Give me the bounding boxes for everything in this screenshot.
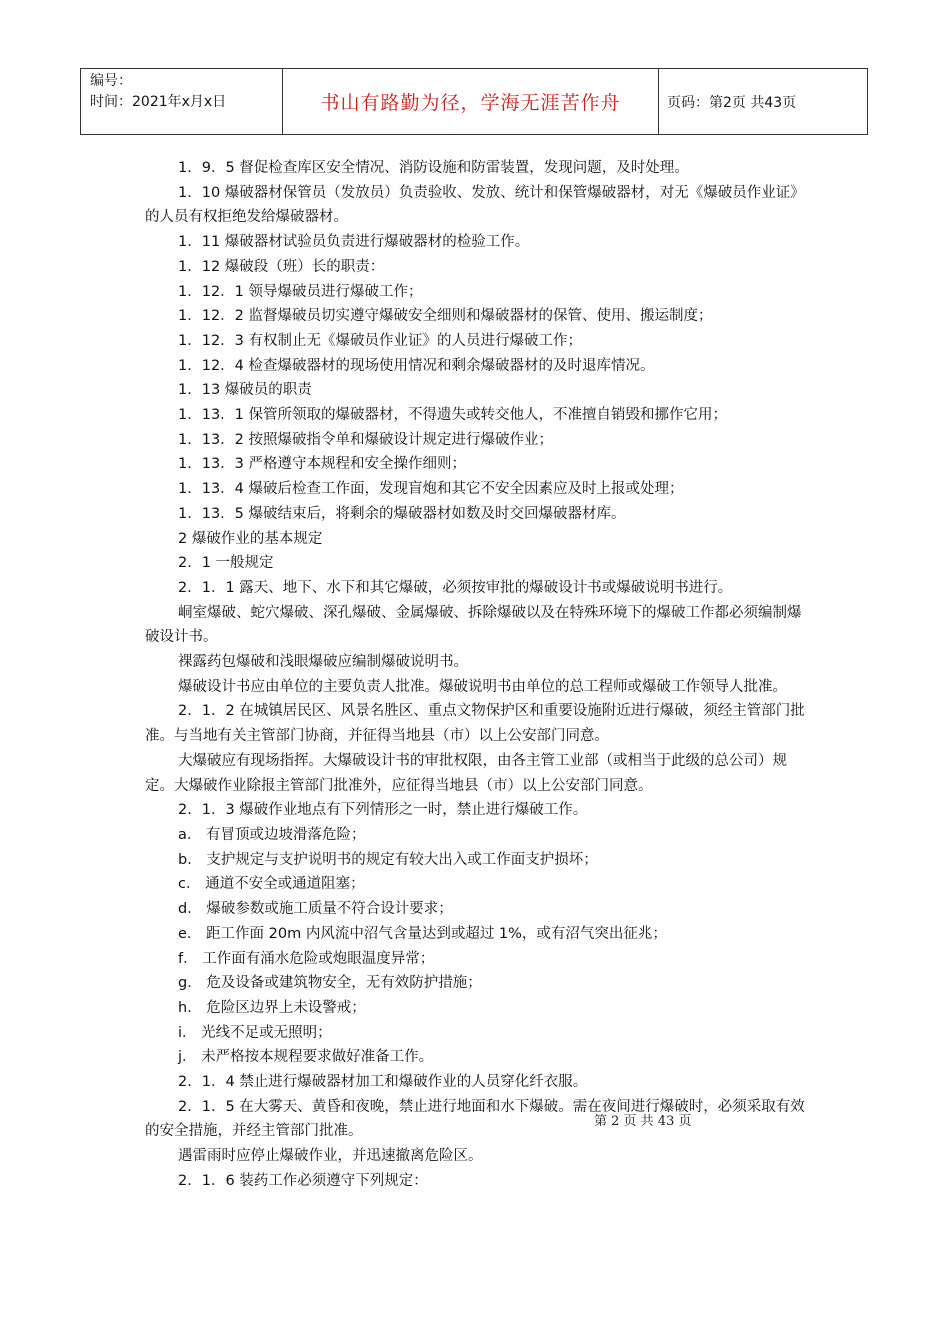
- paragraph: 2．1．6 装药工作必须遵守下列规定：: [178, 1172, 428, 1189]
- header-motto: 书山有路勤为径，学海无涯苦作舟: [283, 69, 659, 134]
- document-body: [145, 156, 810, 1194]
- paragraph: 1．13．1 保管所领取的爆破器材，不得遗失或转交他人，不准擅自销毁和挪作它用；: [178, 407, 728, 424]
- paragraph: 1．13．5 爆破结束后，将剩余的爆破器材如数及时交回爆破器材库。: [178, 505, 626, 522]
- paragraph: h． 危险区边界上未设警戒；: [178, 999, 366, 1016]
- header-meta: [81, 69, 283, 134]
- paragraph: 1．12．2 监督爆破员切实遵守爆破安全细则和爆破器材的保管、使用、搬运制度；: [178, 308, 713, 325]
- paragraph: g． 危及设备或建筑物安全，无有效防护措施；: [178, 975, 482, 992]
- paragraph: 2．1．2 在城镇居民区、风景名胜区、重点文物保护区和重要设施附近进行爆破，须经主管部门批准。与当地有关主管部门协商，并征得当地县（市）以上公安部门同意。: [145, 703, 805, 745]
- paragraph: 2．1．5 在大雾天、黄昏和夜晚，禁止进行地面和水下爆破。需在夜间进行爆破时，必须采取有效的安全措施，并经主管部门批准。: [145, 1098, 805, 1140]
- paragraph: 2．1．4 禁止进行爆破器材加工和爆破作业的人员穿化纤衣服。: [178, 1074, 588, 1091]
- paragraph: b． 支护规定与支护说明书的规定有较大出入或工作面支护损坏；: [178, 851, 598, 868]
- paragraph: 爆破设计书应由单位的主要负责人批准。爆破说明书由单位的总工程师或爆破工作领导人批准。: [178, 678, 787, 695]
- paragraph: d． 爆破参数或施工质量不符合设计要求；: [178, 901, 453, 918]
- document-header: [80, 68, 868, 135]
- paragraph: 1．13．3 严格遵守本规程和安全操作细则；: [178, 456, 467, 473]
- paragraph: c． 通道不安全或通道阻塞；: [178, 876, 365, 893]
- paragraph: a． 有冒顶或边坡滑落危险；: [178, 826, 366, 843]
- paragraph: i． 光线不足或无照明；: [178, 1024, 332, 1041]
- paragraph: 1．9．5 督促检查库区安全情况、消防设施和防雷装置，发现问题，及时处理。: [178, 160, 689, 176]
- paragraph: 2．1．3 爆破作业地点有下列情形之一时，禁止进行爆破工作。: [178, 802, 588, 819]
- paragraph: 1．13 爆破员的职责: [178, 382, 312, 399]
- paragraph: 1．13．4 爆破后检查工作面，发现盲炮和其它不安全因素应及时上报或处理；: [178, 481, 684, 498]
- paragraph: 遇雷雨时应停止爆破作业，并迅速撤离危险区。: [178, 1148, 483, 1165]
- number-label: 编号：: [90, 73, 132, 89]
- paragraph: 1．12．3 有权制止无《爆破员作业证》的人员进行爆破工作；: [178, 332, 583, 349]
- footer-page-number: 第 2 页 共 43 页: [594, 1114, 692, 1129]
- paragraph: 1．10 爆破器材保管员（发放员）负责验收、发放、统计和保管爆破器材，对无《爆破员作业证》的人员有权拒绝发给爆破器材。: [145, 184, 805, 226]
- paragraph: 裸露药包爆破和浅眼爆破应编制爆破说明书。: [178, 654, 468, 671]
- paragraph: f． 工作面有涌水危险或炮眼温度异常；: [178, 950, 435, 967]
- paragraph: 1．11 爆破器材试验员负责进行爆破器材的检验工作。: [178, 234, 530, 251]
- paragraph: 大爆破应有现场指挥。大爆破设计书的审批权限，由各主管工业部（或相当于此级的总公司）规定。大爆破作业除报主管部门批准外，应征得当地县（市）以上公安部门同意。: [145, 752, 787, 794]
- paragraph: 峒室爆破、蛇穴爆破、深孔爆破、金属爆破、拆除爆破以及在特殊环境下的爆破工作都必须编制爆破设计书。: [145, 604, 802, 646]
- paragraph: j． 未严格按本规程要求做好准备工作。: [178, 1049, 434, 1066]
- paragraph: 1．12．4 检查爆破器材的现场使用情况和剩余爆破器材的及时退库情况。: [178, 357, 655, 374]
- paragraph: 2 爆破作业的基本规定: [178, 530, 323, 547]
- header-page-label: 页码：第2页 共43页: [667, 94, 797, 111]
- paragraph: e． 距工作面 20m 内风流中沼气含量达到或超过 1%，或有沼气突出征兆；: [178, 925, 667, 942]
- date-label: 时间：2021年x月x日: [90, 94, 227, 110]
- paragraph: 1．12 爆破段（班）长的职责：: [178, 258, 385, 275]
- paragraph: 2．1 一般规定: [178, 555, 274, 572]
- paragraph: 1．12．1 领导爆破员进行爆破工作；: [178, 283, 423, 300]
- paragraph: 1．13．2 按照爆破指令单和爆破设计规定进行爆破作业；: [178, 431, 554, 448]
- paragraph: 2．1．1 露天、地下、水下和其它爆破，必须按审批的爆破设计书或爆破说明书进行。: [178, 579, 733, 596]
